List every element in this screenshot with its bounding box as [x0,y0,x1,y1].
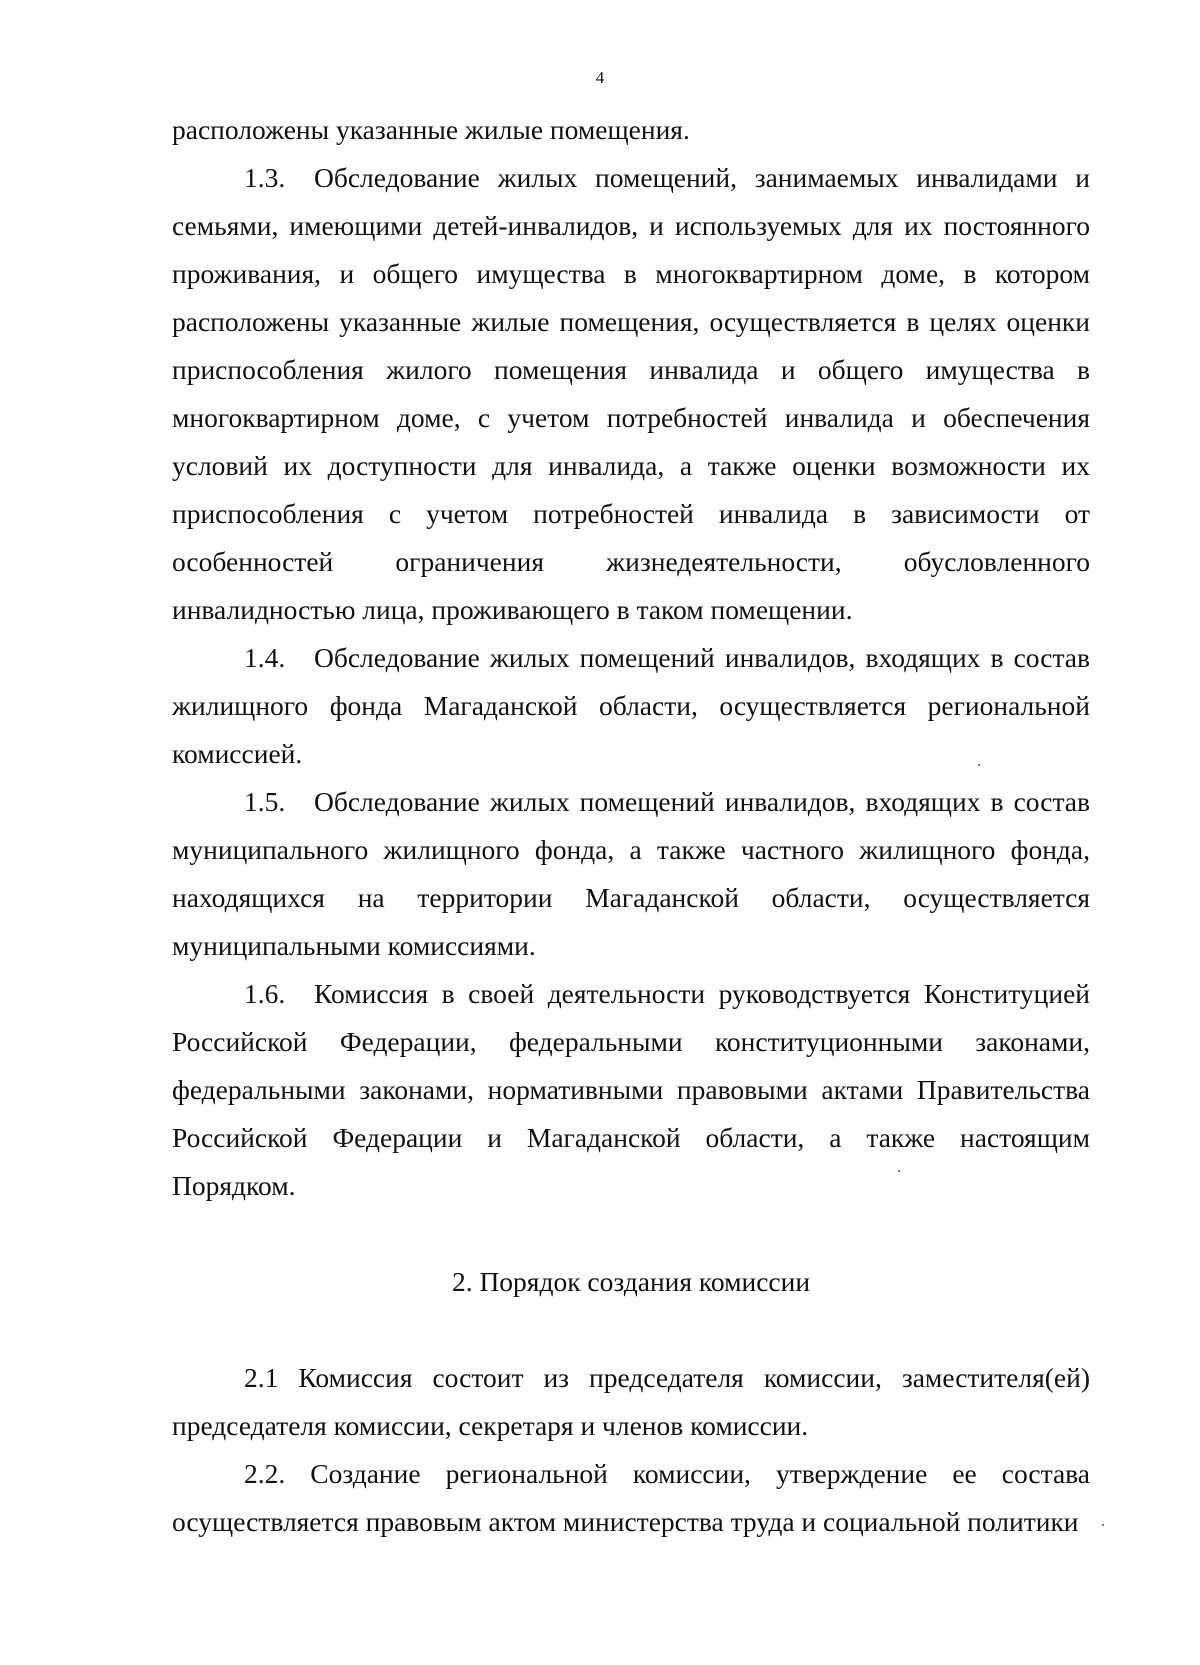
section-heading: 2. Порядок создания комиссии [451,1266,811,1297]
paragraph-1-6 [172,970,1090,1210]
document-body [172,106,1090,1546]
clause-number: 1.6. [244,978,286,1009]
paragraph-2-1: 2.1 Комиссия состоит из председателя комиссии, заместителя(ей) председателя комиссии, секретаря и членов комиссии. [172,1362,1090,1441]
paragraph-text: Обследование жилых помещений инвалидов, входящих в состав муниципального жилищного фонда, а также частного жилищного фонда, находящихся на территории Магаданской области, осуществляется муниципальными комиссиями. [172,786,1090,961]
paragraph-text: Комиссия в своей деятельности руководствуется Конституцией Российской Федерации, федеральными конституционными законами, федеральными законами, нормативными правовыми актами Правительства Российской Федерации и Магаданской области, а также настоящим Порядком. [172,978,1090,1201]
paragraph-text: Обследование жилых помещений, занимаемых инвалидами и семьями, имеющими детей-инвалидов, и используемых для их постоянного проживания, и общего имущества в многоквартирном доме, в котором расположены указанные жилые помещения, осуществляется в целях оценки приспособления жилого помещения инвалида и общего имущества в многоквартирном доме, с учетом потребностей инвалида и обеспечения условий их доступности для инвалида, а также оценки возможности их приспособления с учетом потребностей инвалида в зависимости от особенностей ограничения жизнедеятельности, обусловленного инвалидностью лица, проживающего в таком помещении. [172,162,1090,625]
paragraph-continuation: расположены указанные жилые помещения. [172,114,690,145]
page-number: 4 [595,68,605,87]
scan-speck [898,1170,900,1172]
clause-number: 1.3. [244,162,286,193]
paragraph-2-2: 2.2. Создание региональной комиссии, утверждение ее состава осуществляется правовым актом министерства труда и социальной политики [172,1458,1090,1537]
clause-number: 1.5. [244,786,286,817]
paragraph-1-3 [172,154,1090,634]
paragraph-text: Обследование жилых помещений инвалидов, входящих в состав жилищного фонда Магаданской области, осуществляется региональной комиссией. [172,642,1090,769]
scan-speck [1102,1524,1104,1526]
paragraph-1-5 [172,778,1090,970]
clause-number: 1.4. [244,642,286,673]
scan-speck [978,764,980,766]
paragraph-1-4 [172,634,1090,778]
